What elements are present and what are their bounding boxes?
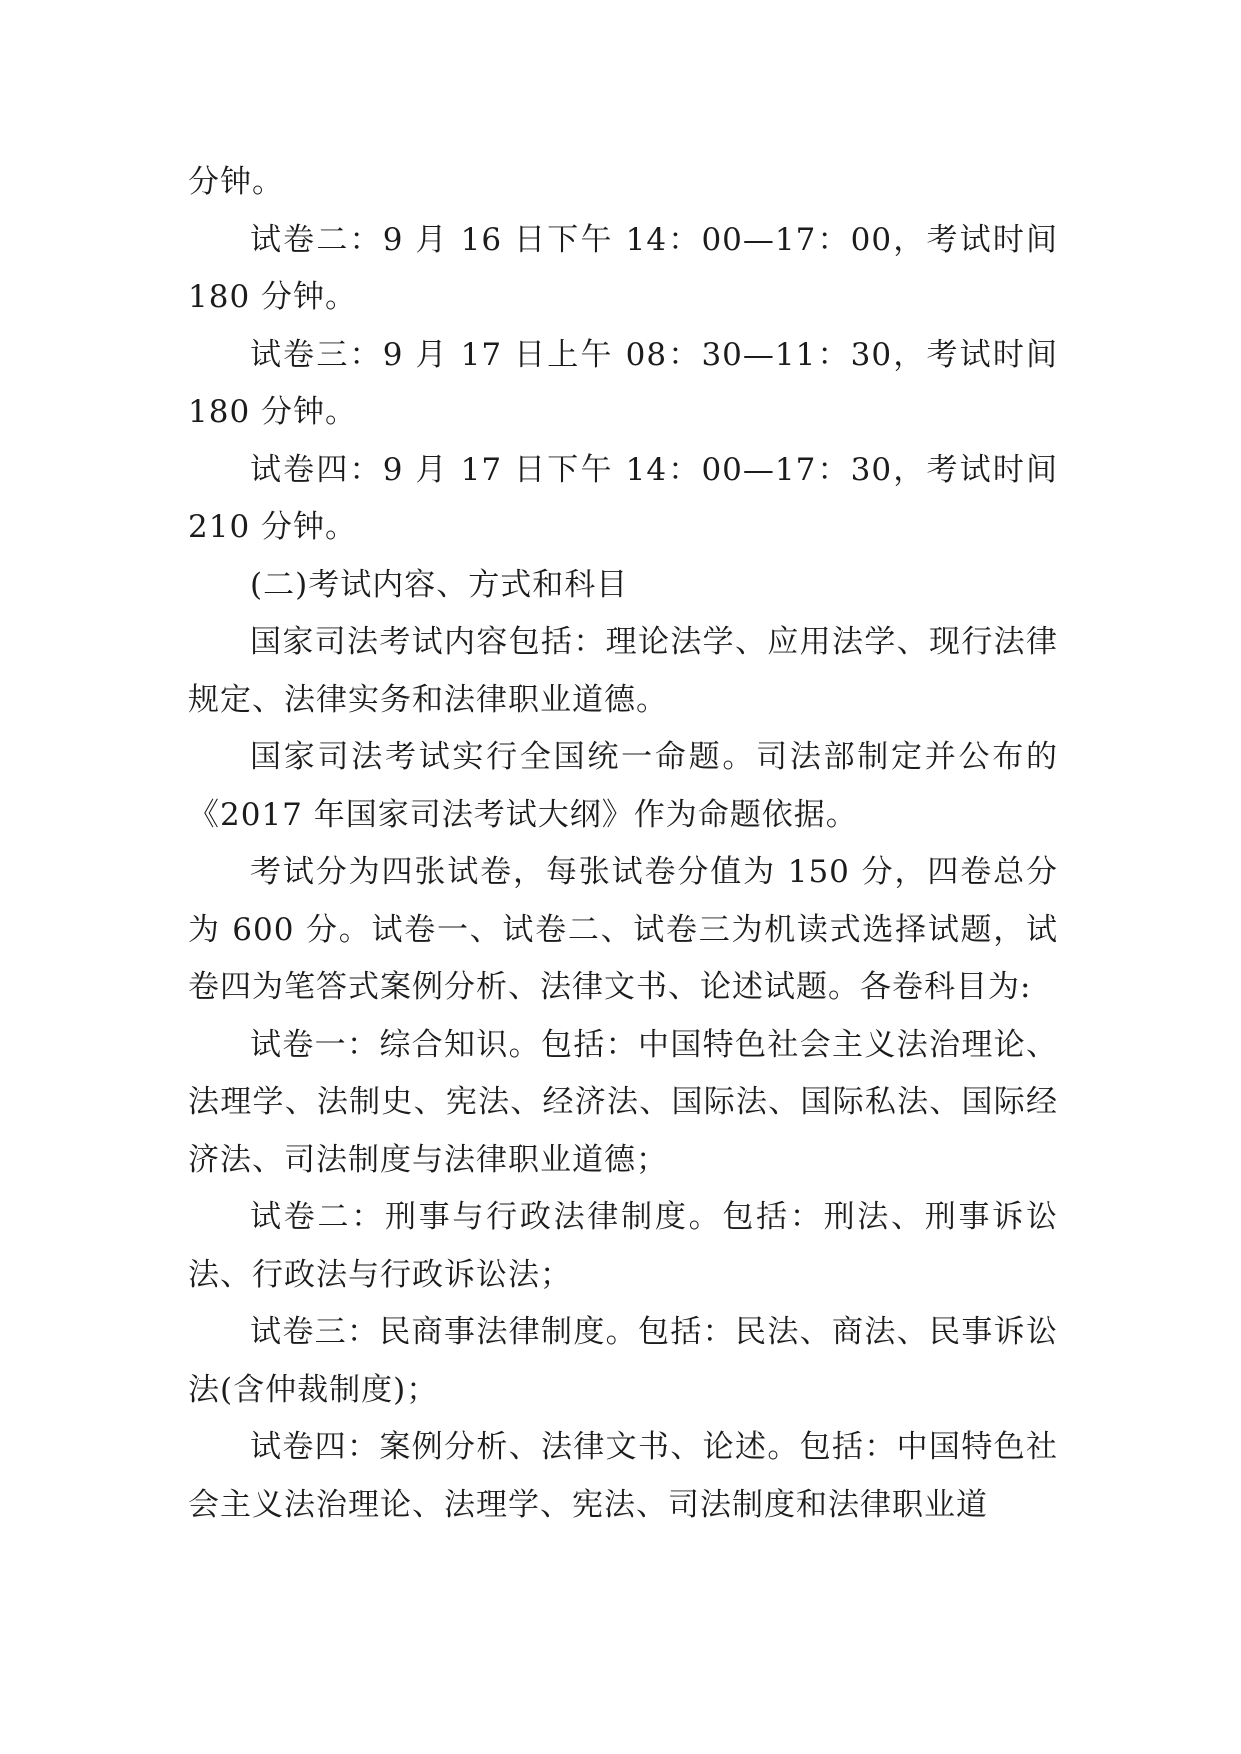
paragraph-paper-four-subjects: 试卷四：案例分析、法律文书、论述。包括：中国特色社会主义法治理论、法理学、宪法、司法制度和法律职业道 bbox=[188, 1429, 1058, 1523]
paragraph-exam-papers-scoring: 考试分为四张试卷，每张试卷分值为 150 分，四卷总分为 600 分。试卷一、试卷二、试卷三为机读式选择试题，试卷四为笔答式案例分析、法律文书、论述试题。各卷科目为: bbox=[188, 854, 1058, 1005]
paragraph-paper-three-subjects: 试卷三：民商事法律制度。包括：民法、商法、民事诉讼法(含仲裁制度)； bbox=[188, 1314, 1058, 1408]
paragraph-exam-paper-three-schedule: 试卷三：9 月 17 日上午 08：30—11：30，考试时间 180 分钟。 bbox=[188, 336, 1058, 430]
section-heading-exam-content: (二)考试内容、方式和科目 bbox=[250, 566, 629, 603]
paragraph-exam-paper-four-schedule: 试卷四：9 月 17 日下午 14：00—17：30，考试时间 210 分钟。 bbox=[188, 451, 1058, 545]
paragraph-continuation: 分钟。 bbox=[188, 164, 284, 200]
paragraph-exam-syllabus: 国家司法考试实行全国统一命题。司法部制定并公布的《2017 年国家司法考试大纲》作为命题依据。 bbox=[188, 739, 1058, 833]
paragraph-exam-paper-two-schedule: 试卷二：9 月 16 日下午 14：00—17：00，考试时间 180 分钟。 bbox=[188, 221, 1058, 315]
document-body bbox=[188, 154, 1058, 1534]
paragraph-paper-one-subjects: 试卷一：综合知识。包括：中国特色社会主义法治理论、法理学、法制史、宪法、经济法、国际法、国际私法、国际经济法、司法制度与法律职业道德； bbox=[188, 1026, 1058, 1178]
paragraph-exam-content: 国家司法考试内容包括：理论法学、应用法学、现行法律规定、法律实务和法律职业道德。 bbox=[188, 624, 1058, 718]
paragraph-paper-two-subjects: 试卷二：刑事与行政法律制度。包括：刑法、刑事诉讼法、行政法与行政诉讼法； bbox=[188, 1199, 1058, 1293]
